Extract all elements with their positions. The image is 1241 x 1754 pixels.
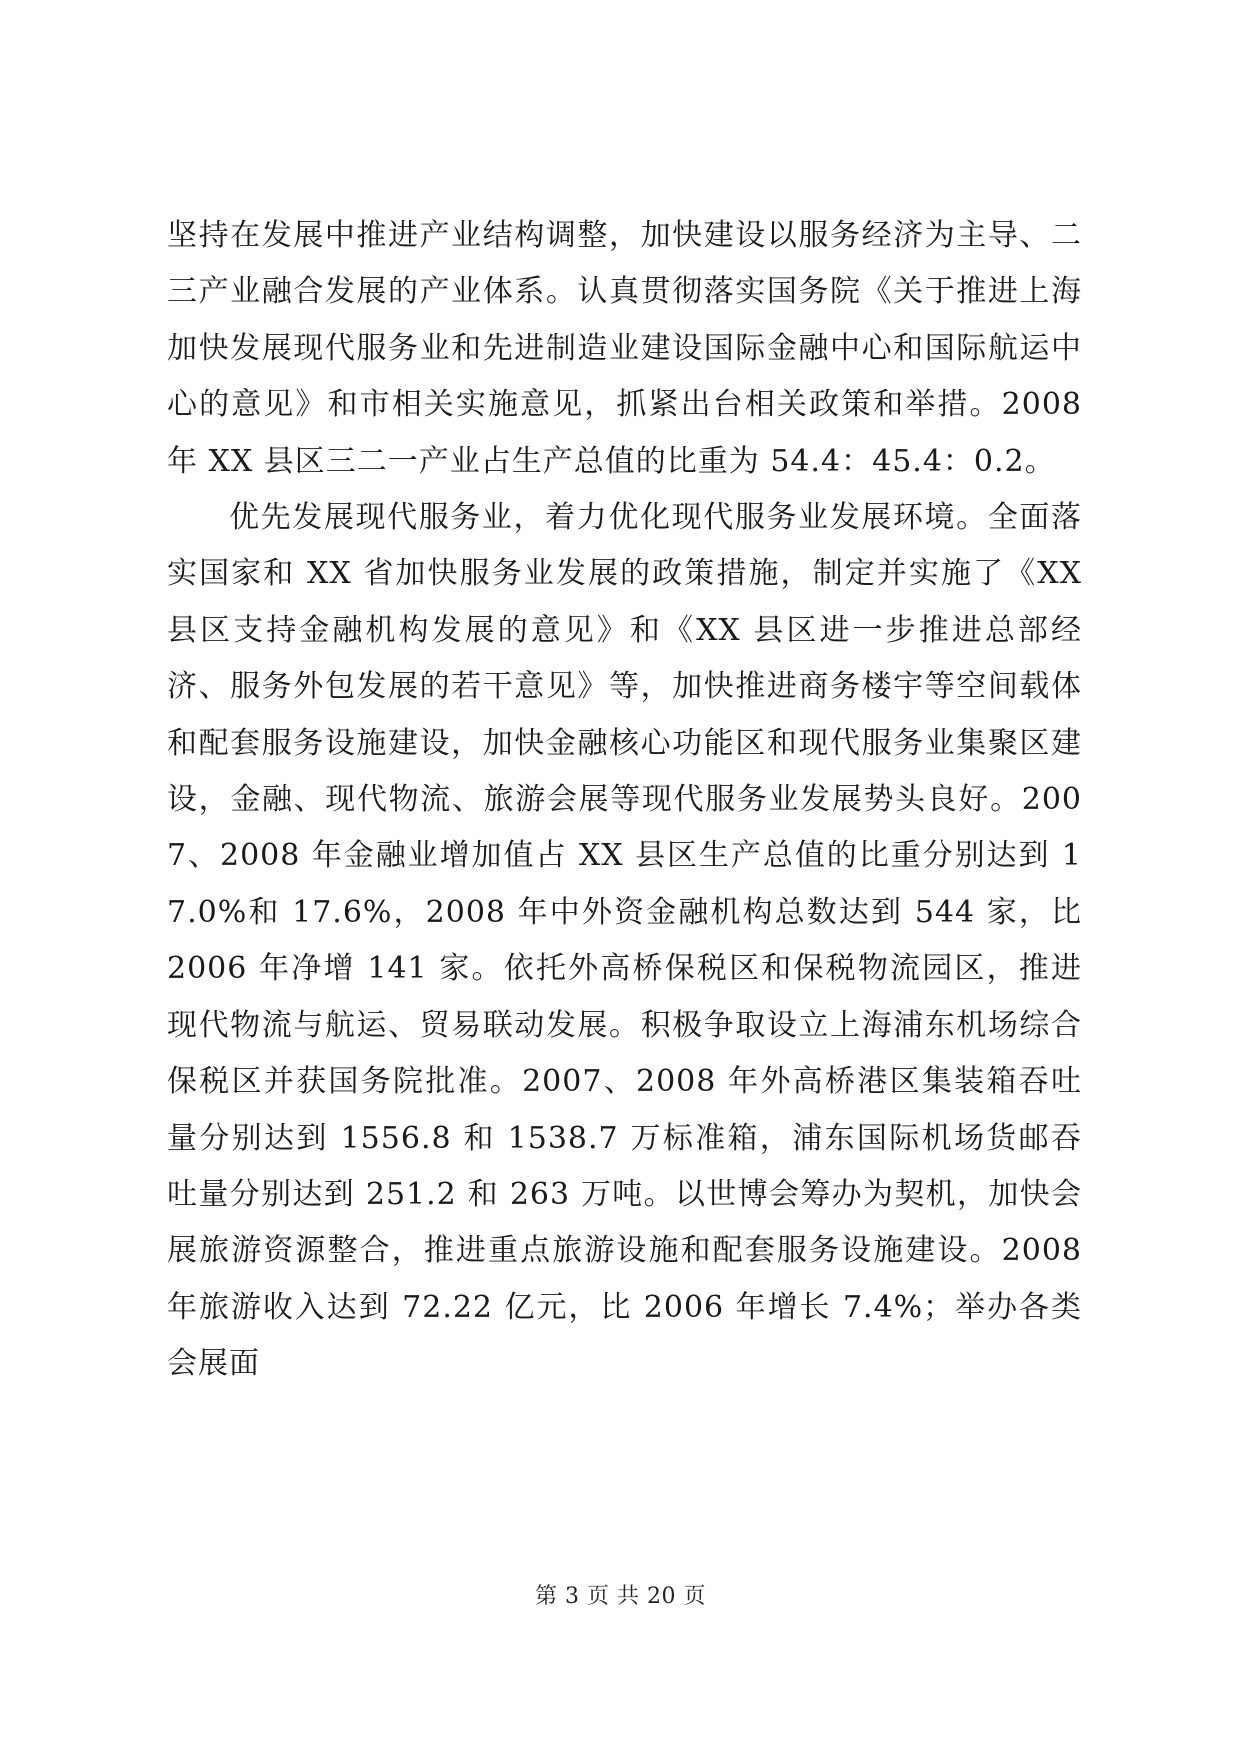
paragraph-1: 坚持在发展中推进产业结构调整，加快建设以服务经济为主导、二三产业融合发展的产业体系。认真贯彻落实国务院《关于推进上海加快发展现代服务业和先进制造业建设国际金融中心和国际航运中心的意见》和市相关实施意见，抓紧出台相关政策和举措。2008 年 XX 县区三二一产业占生产总值的比重为 54.4：45.4：0.2。: [167, 218, 1082, 479]
page-footer: 第 3 页 共 20 页: [535, 1584, 706, 1609]
body-text: [167, 208, 1082, 1393]
paragraph-2: 优先发展现代服务业，着力优化现代服务业发展环境。全面落实国家和 XX 省加快服务业发展的政策措施，制定并实施了《XX 县区支持金融机构发展的意见》和《XX 县区进一步推进总部经济、服务外包发展的若干意见》等，加快推进商务楼宇等空间载体和配套服务设施建设，加快金融核心功能区和现代服务业集聚区建设，金融、现代物流、旅游会展等现代服务业发展势头良好。2007、2008 年金融业增加值占 XX 县区生产总值的比重分别达到 17.0%和 17.6%，2008 年中外资金融机构总数达到 544 家，比 2006 年净增 141 家。依托外高桥保税区和保税物流园区，推进现代物流与航运、贸易联动发展。积极争取设立上海浦东机场综合保税区并获国务院批准。2007、2008 年外高桥港区集装箱吞吐量分别达到 1556.8 和 1538.7 万标准箱，浦东国际机场货邮吞吐量分别达到 251.2 和 263 万吨。以世博会筹办为契机，加快会展旅游资源整合，推进重点旅游设施和配套服务设施建设。2008 年旅游收入达到 72.22 亿元，比 2006 年增长 7.4%；举办各类会展面: [167, 500, 1082, 1382]
